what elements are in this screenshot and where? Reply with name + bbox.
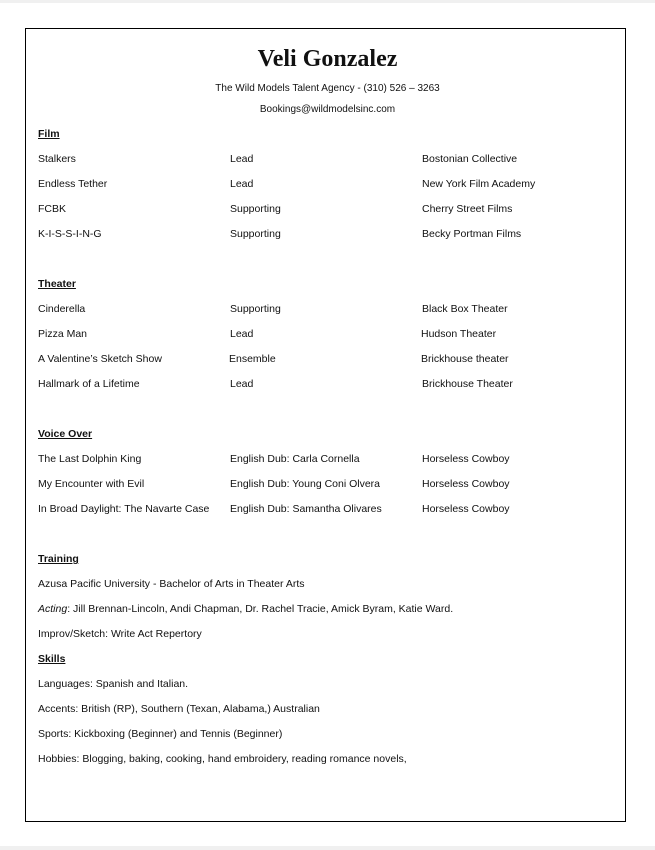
theater-heading: Theater: [38, 278, 76, 290]
training-heading: Training: [38, 553, 79, 565]
voice-over-company: Horseless Cowboy: [422, 453, 510, 465]
acting-label: Acting: [38, 603, 68, 615]
film-role: Supporting: [230, 203, 281, 215]
theater-role: Supporting: [230, 303, 281, 315]
voice-over-title: The Last Dolphin King: [38, 453, 142, 465]
theater-title: Hallmark of a Lifetime: [38, 378, 140, 390]
film-role: Lead: [230, 153, 254, 165]
film-company: Bostonian Collective: [422, 153, 518, 165]
training-university: Azusa Pacific University - Bachelor of Arts in Theater Arts: [38, 578, 305, 590]
theater-role: Lead: [230, 378, 254, 390]
film-company: Becky Portman Films: [422, 228, 522, 240]
agency-line: The Wild Models Talent Agency - (310) 526 – 3263: [215, 83, 440, 94]
skills-sports: Sports: Kickboxing (Beginner) and Tennis (Beginner): [38, 728, 283, 740]
film-role: Supporting: [230, 228, 281, 240]
theater-title: A Valentine’s Sketch Show: [38, 353, 162, 365]
actor-name: Veli Gonzalez: [257, 46, 398, 72]
theater-company: Black Box Theater: [422, 303, 508, 315]
theater-company: Hudson Theater: [421, 328, 497, 340]
voice-over-role: English Dub: Young Coni Olvera: [230, 478, 381, 490]
voice-over-role: English Dub: Carla Cornella: [230, 453, 360, 465]
skills-languages: Languages: Spanish and Italian.: [38, 678, 189, 690]
film-title: Endless Tether: [38, 178, 108, 190]
document-page: [0, 3, 655, 846]
theater-role: Lead: [230, 328, 254, 340]
voice-over-title: My Encounter with Evil: [38, 478, 145, 490]
training-acting: [38, 603, 453, 616]
theater-title: Cinderella: [38, 303, 86, 315]
theater-company: Brickhouse theater: [421, 353, 509, 365]
film-role: Lead: [230, 178, 254, 190]
skills-accents: Accents: British (RP), Southern (Texan, Alabama,) Australian: [38, 703, 320, 715]
film-title: Stalkers: [38, 153, 76, 165]
skills-hobbies: Hobbies: Blogging, baking, cooking, hand embroidery, reading romance novels,: [38, 753, 407, 765]
film-company: New York Film Academy: [422, 178, 536, 190]
theater-title: Pizza Man: [38, 328, 88, 340]
training-improv: Improv/Sketch: Write Act Repertory: [38, 628, 202, 640]
theater-role: Ensemble: [229, 353, 276, 365]
theater-company: Brickhouse Theater: [422, 378, 513, 390]
film-company: Cherry Street Films: [422, 203, 513, 215]
film-title: FCBK: [38, 203, 67, 215]
acting-teachers: : Jill Brennan-Lincoln, Andi Chapman, Dr. Rachel Tracie, Amick Byram, Katie Ward.: [67, 603, 454, 615]
voice-over-title: In Broad Daylight: The Navarte Case: [38, 503, 210, 515]
skills-heading: Skills: [38, 653, 66, 665]
film-title: K-I-S-S-I-N-G: [38, 228, 102, 240]
voice-over-role: English Dub: Samantha Olivares: [230, 503, 382, 515]
voice-over-company: Horseless Cowboy: [422, 478, 510, 490]
email-line: Bookings@wildmodelsinc.com: [259, 104, 396, 115]
voice-over-company: Horseless Cowboy: [422, 503, 510, 515]
voice-over-heading: Voice Over: [38, 428, 93, 440]
film-heading: Film: [38, 128, 60, 140]
